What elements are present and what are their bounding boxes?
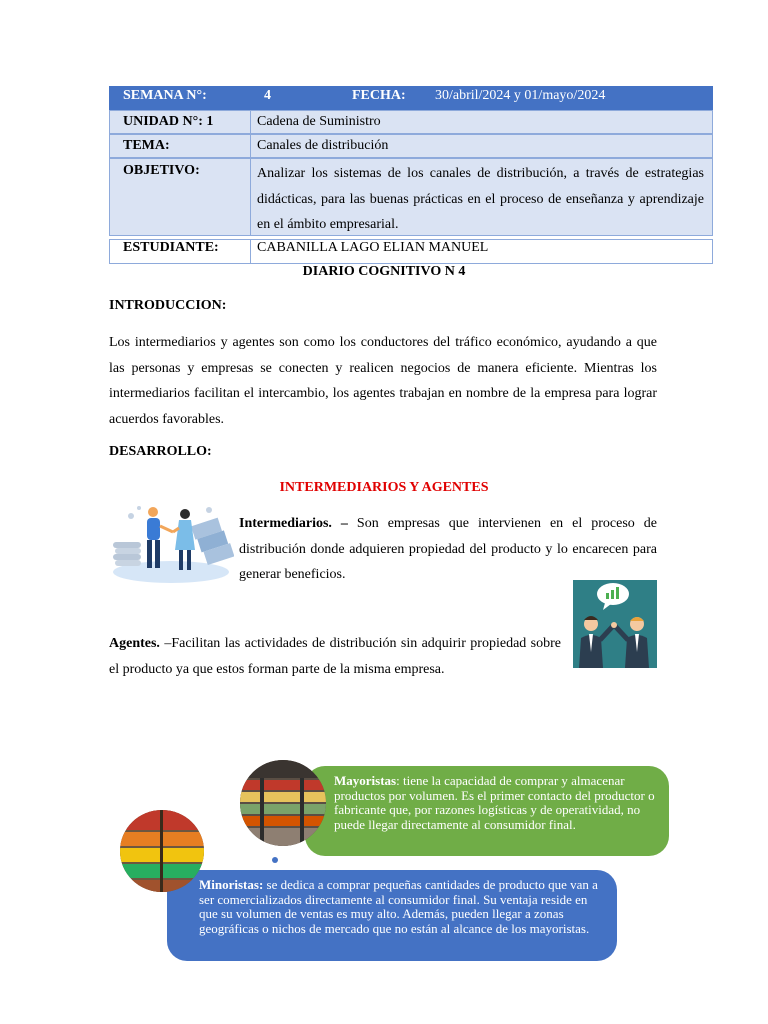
objetivo-value: Analizar los sistemas de los canales de distribución, a través de estrategias didácticas, para las buenas prácticas en el proceso de enseñanza y aprendizaje en el ámbito empresarial. — [257, 166, 704, 232]
connector-dot — [272, 857, 278, 863]
header-row-tema — [109, 134, 713, 158]
objetivo-label: OBJETIVO: — [123, 163, 200, 178]
desarrollo-heading: DESARROLLO: — [109, 444, 212, 459]
tema-label: TEMA: — [123, 138, 170, 153]
minoristas-text: se dedica a comprar pequeñas cantidades de producto que van a ser comercializados directamente al consumidor final. Su ventaja reside en que su volumen de ventas es muy alto. Además, pueden llegar a zonas geográficas o nichos de mercado que no están al alcance de los mayoristas. — [199, 877, 598, 936]
mayoristas-bubble — [305, 766, 669, 856]
intro-heading: INTRODUCCION: — [109, 298, 227, 313]
mayoristas-term: Mayoristas — [334, 773, 397, 788]
fecha-value: 30/abril/2024 y 01/mayo/2024 — [435, 88, 606, 103]
business-people-illustration — [573, 580, 657, 668]
unidad-value: Cadena de Suministro — [257, 114, 381, 129]
mayoristas-text: : tiene la capacidad de comprar y almacenar productos por volumen. Es el primer contacto del productor o fabricante que, por razones logísticas y de operatividad, no puede llegar directamente al consumidor final. — [334, 773, 655, 832]
warehouse-photo — [240, 760, 326, 846]
estudiante-label: ESTUDIANTE: — [123, 240, 219, 255]
header-row-semana — [109, 86, 713, 110]
document-title: DIARIO COGNITIVO N 4 — [302, 264, 466, 279]
fecha-label: FECHA: — [352, 88, 406, 103]
section-title: INTERMEDIARIOS Y AGENTES — [279, 480, 489, 495]
estudiante-value: CABANILLA LAGO ELIAN MANUEL — [257, 240, 489, 255]
minoristas-term: Minoristas: — [199, 877, 264, 892]
agentes-text: –Facilitan las actividades de distribución sin adquirir propiedad sobre el producto ya que estos forman parte de la misma empresa. — [109, 636, 561, 677]
header-row-unidad — [109, 110, 713, 134]
unidad-label: UNIDAD N°: 1 — [123, 114, 214, 129]
tema-value: Canales de distribución — [257, 138, 389, 153]
semana-value: 4 — [264, 88, 271, 103]
intermediarios-paragraph — [239, 511, 657, 588]
intermediarios-term: Intermediarios. – — [239, 516, 348, 531]
agentes-paragraph — [109, 631, 561, 682]
minoristas-bubble — [167, 870, 617, 961]
intermediarios-text: Son empresas que intervienen en el proceso de distribución donde adquieren propiedad del producto y lo encarecen para generar beneficios. — [239, 516, 657, 582]
handshake-illustration — [109, 502, 234, 584]
header-row-objetivo — [109, 158, 713, 236]
semana-label: SEMANA N°: — [123, 88, 207, 103]
intro-paragraph: Los intermediarios y agentes son como los conductores del tráfico económico, ayudando a que las personas y empresas se conecten y realicen negocios de manera eficiente. Mientras los intermediarios facilitan el intercambio, los agentes trabajan en nombre de la empresa para lograr acuerdos favorables. — [109, 335, 657, 427]
produce-market-photo — [120, 810, 204, 892]
header-row-estudiante — [109, 239, 713, 264]
agentes-term: Agentes. — [109, 636, 160, 651]
